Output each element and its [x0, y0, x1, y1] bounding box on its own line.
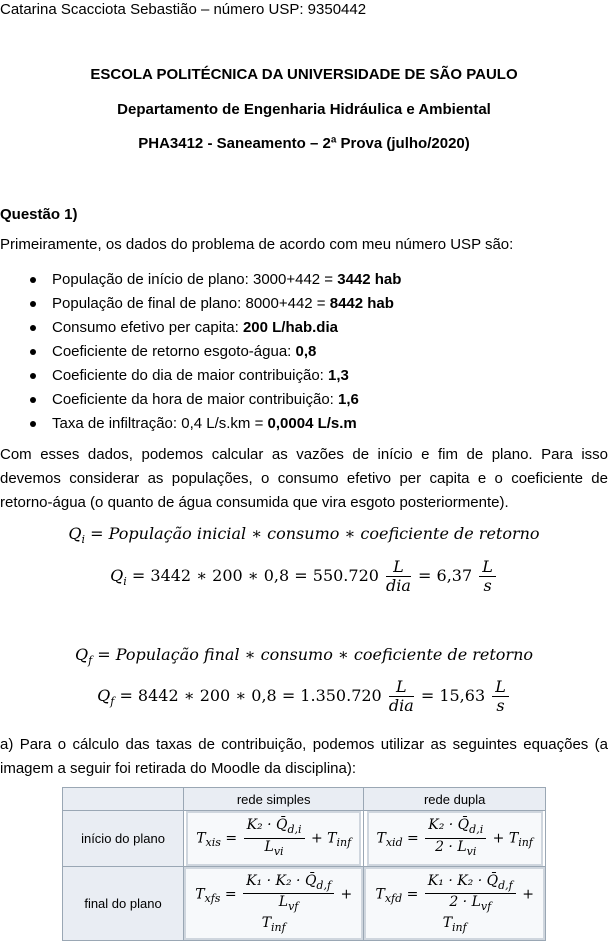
equation-qf-value: $Q_f = 8442$ ∗ 200 ∗ 0,8 = 1.350.720 $\frac{L}{\text{dia}}$ = 15,63 $\frac{L}{s}$ — [0, 678, 608, 715]
bullet-icon — [30, 397, 36, 403]
bullet-icon — [30, 349, 36, 355]
explanation-paragraph: Com esses dados, podemos calcular as vazões de início e fim de plano. Para isso devemos considerar as populações, o consumo efetivo per capita e o coeficiente de retorno-água (o quanto de água consumida que vira esgoto posteriormente). — [0, 446, 608, 511]
list-item: População de final de plano: 8000+442 = 8442 hab — [28, 292, 401, 316]
course-title: PHA3412 - Saneamento – 2ª Prova (julho/2020) — [138, 135, 470, 152]
list-item: Coeficiente da hora de maior contribuição: 1,6 — [28, 388, 401, 412]
author-line: Catarina Scacciota Sebastião – número USP: 9350442 — [0, 1, 367, 18]
department-name: Departamento de Engenharia Hidráulica e Ambiental — [117, 101, 491, 118]
formula-txfd: $T_{xfd}$ = $\frac{K_1 \cdot K_2 \cdot Q̄_{d,f}}{2 \cdot L_{vf}}$ + $T_{inf}$ — [364, 867, 545, 940]
row-header-start: início do plano — [63, 811, 184, 867]
data-list — [28, 268, 401, 436]
formula-txid-cell — [364, 811, 546, 867]
bullet-icon — [30, 301, 36, 307]
part-a-text: a) Para o cálculo das taxas de contribuição, podemos utilizar as seguintes equações (a imagem a seguir foi retirada do Moodle da disciplina): — [0, 736, 608, 777]
bullet-icon — [30, 373, 36, 379]
table-corner — [63, 788, 184, 811]
formula-txfs-cell — [184, 866, 364, 940]
question-title: Questão 1) — [0, 206, 78, 223]
bullet-icon — [30, 277, 36, 283]
row-header-end: final do plano — [63, 866, 184, 940]
equation-qf-definition: $Q_f$ = População final ∗ consumo ∗ coeficiente de retorno — [74, 645, 534, 668]
list-item: Coeficiente de retorno esgoto-água: 0,8 — [28, 340, 401, 364]
contribution-rate-table — [62, 787, 546, 941]
formula-txid: $T_{xid}$ = $\frac{K_2 \cdot Q̄_{d,i}}{2 \cdot L_{vi}}$ + $T_{inf}$ — [367, 811, 543, 866]
school-name: ESCOLA POLITÉCNICA DA UNIVERSIDADE DE SÃO PAULO — [90, 66, 518, 83]
list-item: Coeficiente do dia de maior contribuição: 1,3 — [28, 364, 401, 388]
list-item: População de início de plano: 3000+442 = 3442 hab — [28, 268, 401, 292]
formula-txis: $T_{xis}$ = $\frac{K_2 \cdot Q̄_{d,i}}{L_{vi}}$ + $T_{inf}$ — [186, 811, 361, 866]
formula-txfs: $T_{xfs}$ = $\frac{K_1 \cdot K_2 \cdot Q̄_{d,f}}{L_{vf}}$ + $T_{inf}$ — [184, 867, 363, 940]
column-header-simple: rede simples — [184, 788, 364, 811]
equation-qi-value: $Q_i = 3442$ ∗ 200 ∗ 0,8 = 550.720 $\frac{L}{\text{dia}}$ = 6,37 $\frac{L}{s}$ — [0, 558, 608, 595]
list-item: Consumo efetivo per capita: 200 L/hab.dia — [28, 316, 401, 340]
formula-txfd-cell — [364, 866, 546, 940]
equation-qi-definition: $Q_i$ = População inicial ∗ consumo ∗ coeficiente de retorno — [68, 524, 540, 547]
formula-txis-cell — [184, 811, 364, 867]
bullet-icon — [30, 421, 36, 427]
bullet-icon — [30, 325, 36, 331]
intro-text: Primeiramente, os dados do problema de acordo com meu número USP são: — [0, 236, 514, 253]
list-item: Taxa de infiltração: 0,4 L/s.km = 0,0004 L/s.m — [28, 412, 401, 436]
column-header-double: rede dupla — [364, 788, 546, 811]
